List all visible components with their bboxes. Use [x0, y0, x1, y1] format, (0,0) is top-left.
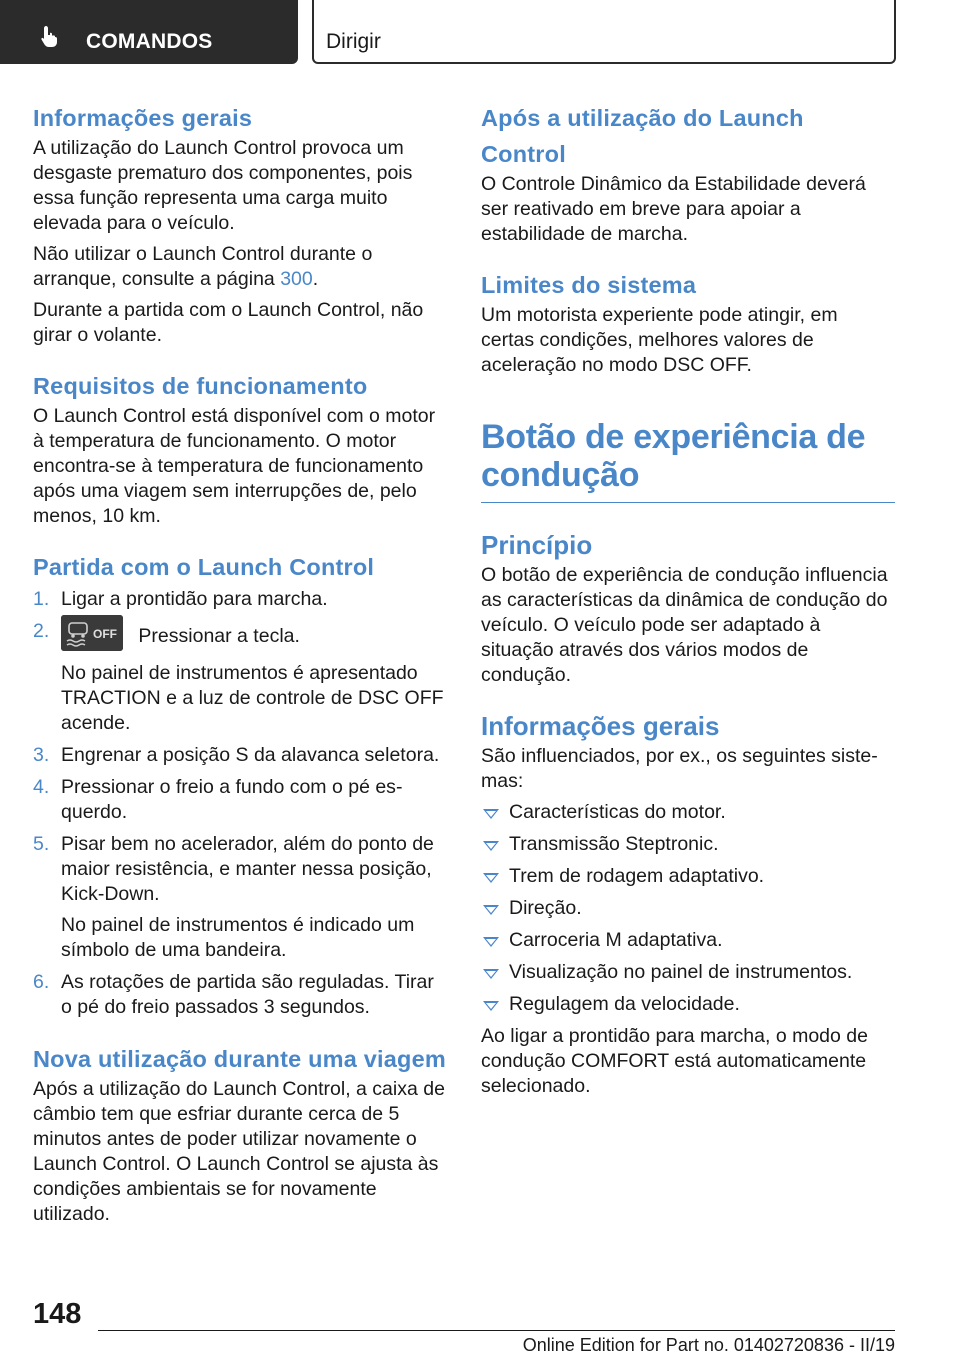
- triangle-bullet-icon: [483, 1001, 499, 1011]
- list-item: Trem de rodagem adaptativo.: [481, 864, 895, 889]
- list-item: Regulagem da velocidade.: [481, 992, 895, 1017]
- list-item: 3. Engrenar a posição S da alavanca seletora.: [33, 744, 440, 766]
- list-item: 1. Ligar a prontidão para marcha.: [33, 588, 328, 610]
- triangle-bullet-icon: [483, 809, 499, 819]
- paragraph: Um motorista experiente pode atingir, em certas condições, melhores valores de aceleração no modo DSC OFF.: [481, 304, 838, 376]
- triangle-bullet-icon: [483, 969, 499, 979]
- hand-pointer-icon: [38, 24, 62, 48]
- svg-text:OFF: OFF: [93, 627, 117, 641]
- triangle-bullet-icon: [483, 937, 499, 947]
- paragraph: Ao ligar a prontidão para marcha, o modo de condução COMFORT está automaticamente selecionado.: [481, 1025, 868, 1097]
- heading-informacoes-gerais-2: Informações gerais: [481, 711, 720, 741]
- page-link[interactable]: 300: [280, 268, 313, 290]
- list-item: 4. Pressionar o freio a fundo com o pé esquerdo.: [33, 776, 403, 823]
- paragraph: O botão de experiência de condução influencia as características da dinâmica de condução do veículo. O veículo pode ser adaptado à situação através dos vários modos de condução.: [481, 564, 888, 686]
- paragraph: Durante a partida com o Launch Control, não girar o volante.: [33, 299, 424, 346]
- steps-list: [33, 587, 447, 1020]
- list-item: Características do motor.: [481, 800, 895, 825]
- footer-divider: [98, 1330, 895, 1331]
- edition-text: Online Edition for Part no. 01402720836 - II/19: [522, 1335, 895, 1355]
- right-column: [481, 100, 895, 1105]
- chapter-label: Dirigir: [326, 30, 381, 53]
- paragraph: O Controle Dinâmico da Estabilidade deverá ser reativado em breve para apoiar a estabilidade de marcha.: [481, 173, 866, 245]
- list-item: Carroceria M adaptativa.: [481, 928, 895, 953]
- heading-partida: Partida com o Launch Control: [33, 554, 375, 580]
- heading-principio: Princípio: [481, 530, 593, 560]
- paragraph: A utilização do Launch Control provoca um desgaste prematuro dos componentes, pois essa função representa uma carga muito elevada para o veículo.: [33, 137, 413, 234]
- list-item: Visualização no painel de instrumentos.: [481, 960, 895, 985]
- heading-nova-utilizacao: Nova utilização durante uma viagem: [33, 1046, 446, 1072]
- section-label: COMANDOS: [86, 30, 213, 53]
- list-item: Transmissão Steptronic.: [481, 832, 895, 857]
- bullet-list: [481, 800, 895, 1017]
- dsc-off-button-icon: [61, 615, 123, 651]
- list-item: 6. As rotações de partida são reguladas. Tirar o pé do freio passados 3 segundos.: [33, 971, 434, 1018]
- chapter-title: Botão de experiência de condução: [481, 418, 866, 494]
- heading-limites: Limites do sistema: [481, 272, 697, 298]
- triangle-bullet-icon: [483, 841, 499, 851]
- heading-apos-utilizacao: Após a utilização do Launch Control: [481, 105, 804, 167]
- paragraph: São influenciados, por ex., os seguintes sistemas:: [481, 745, 878, 792]
- heading-informacoes-gerais: Informações gerais: [33, 105, 253, 131]
- left-column: [33, 100, 447, 1233]
- paragraph: Não utilizar o Launch Control durante o arranque, consulte a página 300.: [33, 243, 373, 290]
- paragraph: O Launch Control está disponível com o motor à temperatura de funcionamento. O motor encontra-se à temperatura de funcionamento após uma viagem sem interrupções de, pelo menos, 10 km.: [33, 405, 436, 527]
- list-item: 5. Pisar bem no acelerador, além do ponto de maior resistência, e manter nessa posição, Kick-Down. No painel de instrumentos é indicado um símbolo de uma bandeira.: [33, 833, 434, 961]
- page-header: [0, 0, 960, 66]
- paragraph: Após a utilização do Launch Control, a caixa de câmbio tem que esfriar durante cerca de 5 minutos antes de poder utilizar novamente o Launch Control. O Launch Control se ajusta às condições ambientais se for novamente utilizado.: [33, 1078, 445, 1225]
- triangle-bullet-icon: [483, 873, 499, 883]
- section-tab: [0, 0, 298, 64]
- list-item: Direção.: [481, 896, 895, 921]
- chapter-tab: [312, 0, 896, 64]
- triangle-bullet-icon: [483, 905, 499, 915]
- page-number: 148: [33, 1298, 82, 1330]
- heading-requisitos: Requisitos de funcionamento: [33, 373, 368, 399]
- list-item: 2. OFF Pressionar a tecla. No painel de instrumentos é apresentado TRACTION e a luz de controle de DSC OFF acende.: [33, 619, 447, 736]
